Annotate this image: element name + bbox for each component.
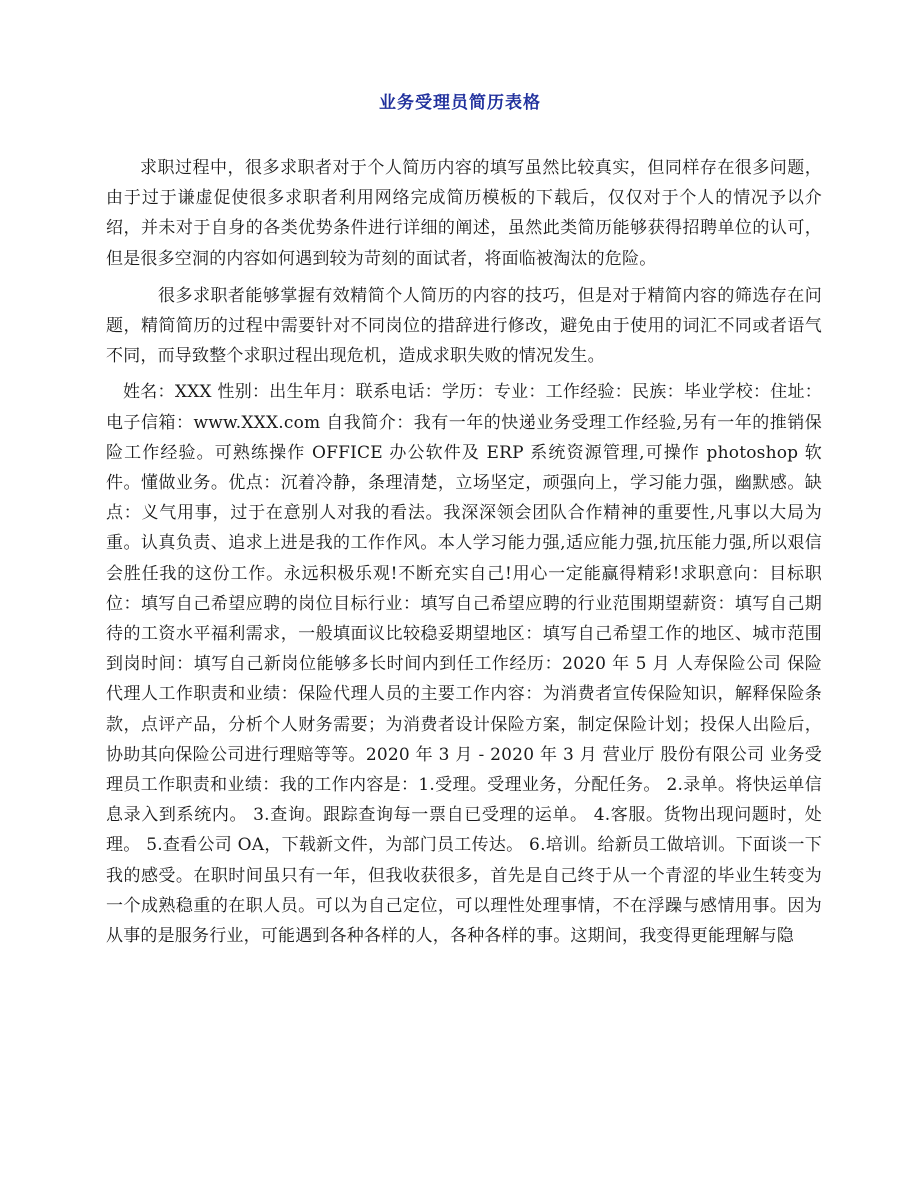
paragraph-intro: 求职过程中，很多求职者对于个人简历内容的填写虽然比较真实，但同样存在很多问题，由于过于谦虚促使很多求职者利用网络完成简历模板的下载后，仅仅对于个人的情况予以介绍，并未对于自身的各类优势条件进行详细的阐述，虽然此类简历能够获得招聘单位的认可，但是很多空洞的内容如何遇到较为苛刻的面试者，将面临被淘汰的危险。 (106, 158, 822, 269)
document-title: 业务受理员简历表格 (379, 93, 541, 113)
document-body (106, 153, 822, 951)
paragraph-resume-content: 姓名：XXX 性别：出生年月：联系电话：学历：专业：工作经验：民族：毕业学校：住址：电子信箱：www.XXX.com 自我简介：我有一年的快递业务受理工作经验,另有一年的推销保险工作经验。可熟练操作 OFFICE 办公软件及 ERP 系统资源管理,可操作 photoshop 软件。懂做业务。优点：沉着冷静，条理清楚，立场坚定，顽强向上，学习能力强，幽默感。缺点：义气用事，过于在意别人对我的看法。我深深领会团队合作精神的重要性,凡事以大局为重。认真负责、追求上进是我的工作作风。本人学习能力强,适应能力强,抗压能力强,所以艰信会胜任我的这份工作。永远积极乐观!不断充实自己!用心一定能赢得精彩!求职意向：目标职位：填写自己希望应聘的岗位目标行业：填写自己希望应聘的行业范围期望薪资：填写自己期待的工资水平福利需求，一般填面议比较稳妥期望地区：填写自己希望工作的地区、城市范围到岗时间：填写自己新岗位能够多长时间内到任工作经历：2020 年 5 月 人寿保险公司 保险代理人工作职责和业绩：保险代理人员的主要工作内容：为消费者宣传保险知识，解释保险条款，点评产品，分析个人财务需要；为消费者设计保险方案，制定保险计划；投保人出险后，协助其向保险公司进行理赔等等。2020 年 3 月 - 2020 年 3 月 营业厅 股份有限公司 业务受理员工作职责和业绩：我的工作内容是：1.受理。受理业务，分配任务。 2.录单。将快运单信息录入到系统内。 3.查询。跟踪查询每一票自已受理的运单。 4.客服。货物出现问题时，处理。 5.查看公司 OA，下载新文件，为部门员工传达。 6.培训。给新员工做培训。下面谈一下我的感受。在职时间虽只有一年，但我收获很多，首先是自己终于从一个青涩的毕业生转变为一个成熟稳重的在职人员。可以为自己定位，可以理性处理事情，不在浮躁与感情用事。因为从事的是服务行业，可能遇到各种各样的人，各种各样的事。这期间，我变得更能理解与隐 (106, 382, 823, 947)
paragraph-tips: 很多求职者能够掌握有效精简个人简历的内容的技巧，但是对于精简内容的筛选存在问题，精简简历的过程中需要针对不同岗位的措辞进行修改，避免由于使用的词汇不同或者语气不同，而导致整个求职过程出现危机，造成求职失败的情况发生。 (106, 285, 822, 367)
